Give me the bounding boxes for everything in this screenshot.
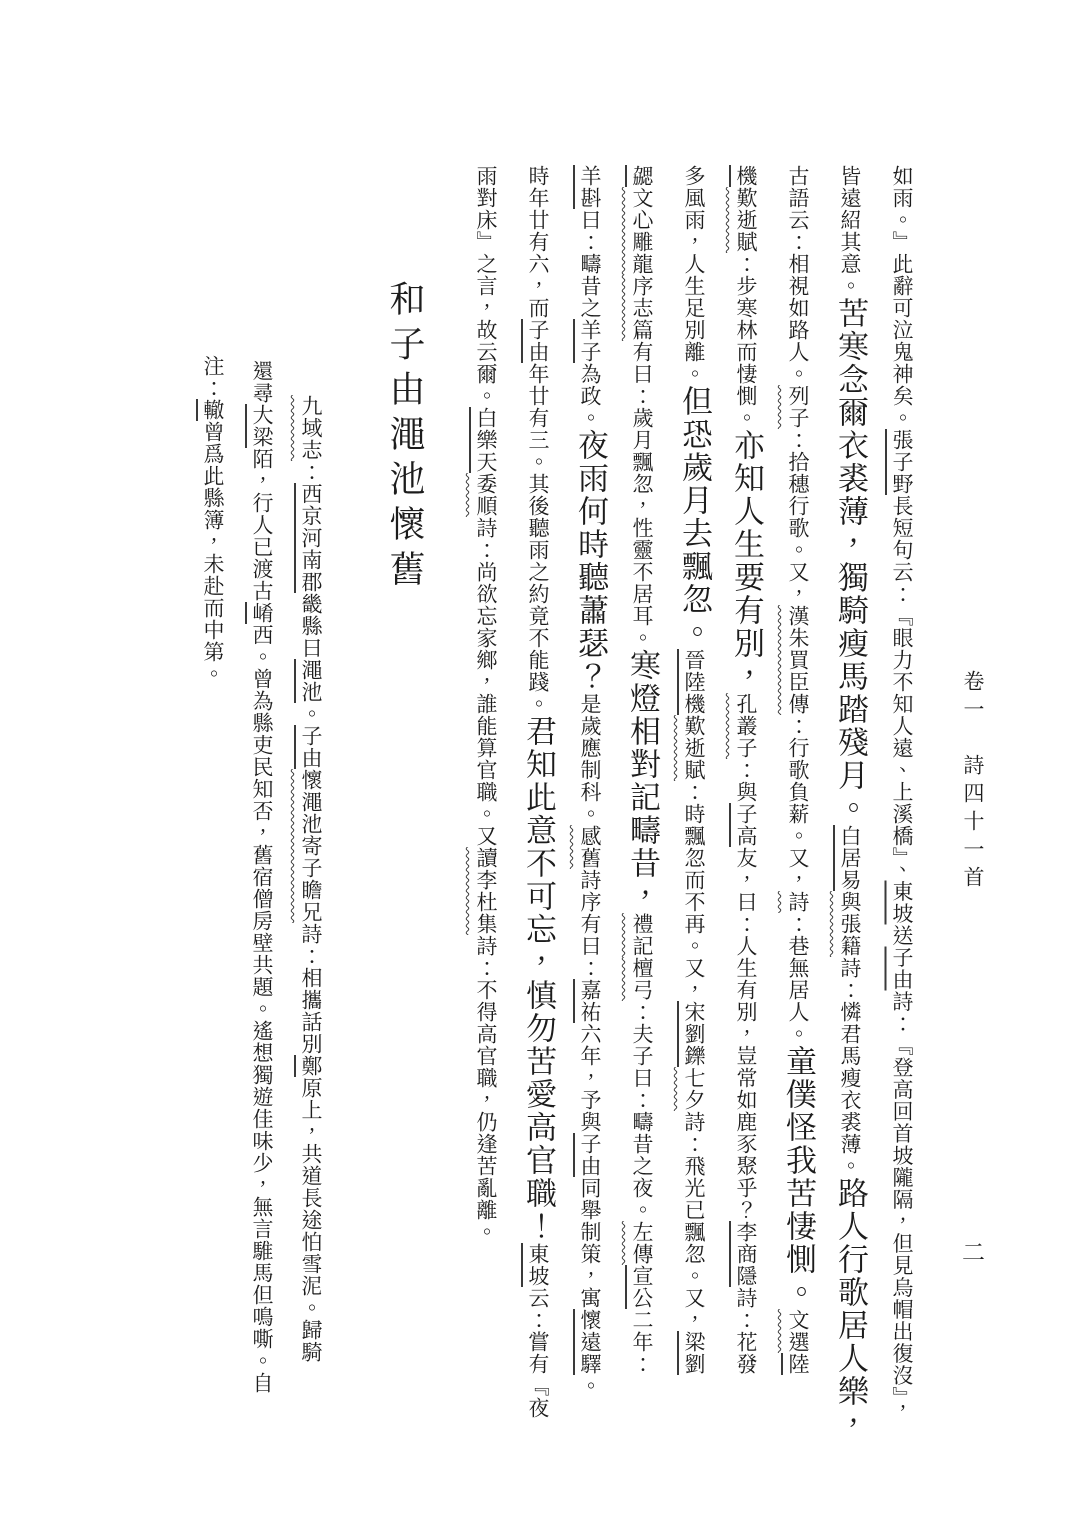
text-segment: 詩：憐君馬瘦衣裘薄。 xyxy=(838,957,862,1177)
proper-name-mark: 晉 xyxy=(682,649,706,671)
book-title-mark: 禮記 xyxy=(630,913,654,957)
proper-name-mark: 懷遠驛 xyxy=(578,1309,602,1375)
proper-name-mark: 鄭 xyxy=(299,1055,323,1077)
text-segment: 長短句云：『眼力不知人遠、上溪橋』、 xyxy=(890,495,914,881)
book-title-mark: 孔叢子 xyxy=(734,693,758,759)
text-segment: 畿縣曰 xyxy=(299,593,323,659)
text-segment: 但恐歲月去飄忽。 xyxy=(677,385,712,649)
proper-name-mark: 子由 xyxy=(890,946,914,991)
text-segment: 送 xyxy=(890,924,914,947)
book-title-mark: 讀李杜集 xyxy=(474,847,498,935)
book-title-mark: 檀弓 xyxy=(630,957,654,1001)
text-segment: 詩：相攜話別 xyxy=(299,923,323,1055)
book-title-mark: 序志篇 xyxy=(630,275,654,341)
book-title-mark: 九域志 xyxy=(299,395,323,461)
text-segment: 路人行歌居人樂， xyxy=(833,1177,868,1441)
proper-name-mark: 轍 xyxy=(201,399,225,421)
proper-name-mark: 大梁 xyxy=(250,404,274,448)
text-segment: 陌，行人已渡古 xyxy=(250,448,274,602)
text-segment: 夜雨何時聽蕭瑟？ xyxy=(573,429,608,693)
text-column xyxy=(824,165,876,1455)
poem-title-column xyxy=(376,165,434,1455)
text-segment: 多風雨，人生足別離。 xyxy=(682,165,706,385)
text-segment: ：時飄忽而不再。又， xyxy=(682,781,706,1001)
text-segment: 原上，共道長途怕雪泥。歸騎 xyxy=(299,1077,323,1363)
proper-name-mark: 嘉祐 xyxy=(578,979,602,1023)
text-segment: 雨對床』之言，故云爾。 xyxy=(474,165,498,407)
text-segment: 同舉制策，寓 xyxy=(578,1177,602,1309)
proper-name-mark: 崤 xyxy=(250,602,274,624)
text-segment: 六年，予與 xyxy=(578,1023,602,1133)
proper-name-mark: 宋 xyxy=(682,1001,706,1023)
text-segment: 是歲應制科。 xyxy=(578,693,602,825)
proper-name-mark: 東坡 xyxy=(526,1243,550,1287)
text-column xyxy=(512,165,564,1455)
text-segment: 注： xyxy=(201,355,225,399)
text-column xyxy=(720,165,772,1455)
text-segment: ：拾穗行歌。又， xyxy=(786,429,810,605)
text-segment: ：巷無居人。 xyxy=(786,913,810,1045)
text-segment: 二年： xyxy=(630,1309,654,1375)
proper-name-mark: 子高 xyxy=(734,803,758,847)
text-segment: 皆遠紹其意。 xyxy=(838,165,862,297)
book-title-mark: 漢朱買臣傳 xyxy=(786,605,810,715)
proper-name-mark: 子由 xyxy=(578,1133,602,1177)
proper-name-mark: 劉 xyxy=(682,1353,706,1375)
text-segment: 詩：不得高官職，仍逢苦亂離。 xyxy=(474,935,498,1243)
book-title-mark: 懷澠池寄子瞻兄 xyxy=(299,769,323,923)
text-segment: 詩序有曰： xyxy=(578,869,602,979)
text-segment: 苦寒念爾衣裘薄，獨騎瘦馬踏殘月。 xyxy=(833,297,868,825)
book-title-mark: 文選 xyxy=(786,1309,810,1353)
text-segment: 亦知人生要有別， xyxy=(729,429,764,693)
proper-name-mark: 澠池 xyxy=(299,659,323,703)
proper-name-mark: 白居易 xyxy=(838,825,862,891)
proper-name-mark: 陸 xyxy=(786,1353,810,1375)
text-segment: 年廿有三。其後聽雨之約竟不能踐。 xyxy=(526,363,550,715)
text-column xyxy=(287,165,336,1455)
text-segment: 有曰：歲月飄忽，性靈不居耳。 xyxy=(630,341,654,649)
text-segment: 。 xyxy=(299,703,323,725)
text-segment: ：夫子曰：疇昔之夜。 xyxy=(630,1001,654,1221)
text-segment: ： xyxy=(299,461,323,483)
folio-header: 卷一 詩四十一首 xyxy=(961,670,985,894)
book-title-mark: 文心雕龍 xyxy=(630,187,654,275)
text-segment: 曰：疇昔之 xyxy=(578,209,602,319)
text-segment: 古語云：相視如路人。 xyxy=(786,165,810,385)
text-column xyxy=(460,165,512,1455)
book-title-mark: 歎逝賦 xyxy=(734,187,758,253)
proper-name-mark: 河南郡 xyxy=(299,527,323,593)
book-title-mark: 委順 xyxy=(474,473,498,517)
book-title-mark: 歎逝賦 xyxy=(682,715,706,781)
text-column xyxy=(238,165,287,1455)
text-column xyxy=(668,165,720,1455)
text-column xyxy=(772,165,824,1455)
book-title-mark: 列子 xyxy=(786,385,810,429)
text-segment: 還尋 xyxy=(250,360,274,404)
book-title-mark: 七夕 xyxy=(682,1067,706,1111)
page-number: 二 xyxy=(959,1240,984,1263)
text-segment: 如雨。』此辭可泣鬼神矣。 xyxy=(890,165,914,429)
text-segment: 詩：飛光已飄忽。又， xyxy=(682,1111,706,1331)
book-title-mark: 與張籍 xyxy=(838,891,862,957)
text-segment: 寒燈相對記疇昔， xyxy=(625,649,660,913)
proper-name-mark: 機 xyxy=(734,165,758,187)
book-title-mark: 感舊 xyxy=(578,825,602,869)
text-segment: 西。曾為縣吏民知否，舊宿僧房壁共題。遙想獨遊佳味少，無言騅馬但鳴嘶。自 xyxy=(250,624,274,1394)
proper-name-mark: 張子野 xyxy=(890,429,914,495)
text-segment: ：行歌負薪。又， xyxy=(786,715,810,891)
text-column xyxy=(616,165,668,1455)
text-segment: 詩：『登高回首坡隴隔，但見烏帽出復沒』， xyxy=(890,990,914,1420)
text-segment: ：步寒林而悽惻。 xyxy=(734,253,758,429)
text-segment: 詩：花發 xyxy=(734,1287,758,1375)
proper-name-mark: 勰 xyxy=(630,165,654,187)
text-segment: 童僕怪我苦悽惻。 xyxy=(781,1045,816,1309)
proper-name-mark: 西京 xyxy=(299,483,323,527)
proper-name-mark: 陸機 xyxy=(682,671,706,715)
text-column xyxy=(189,165,238,1455)
text-segment: 。 xyxy=(578,1375,602,1397)
proper-name-mark: 梁 xyxy=(682,1331,706,1353)
text-segment: 友，曰：人生有別，豈常如鹿豕聚乎？ xyxy=(734,847,758,1221)
text-segment: 云：嘗有『夜 xyxy=(526,1287,550,1419)
book-title-mark: 詩 xyxy=(786,891,810,913)
text-column xyxy=(876,165,928,1455)
text-segment: 為政。 xyxy=(578,363,602,429)
proper-name-mark: 李商隱 xyxy=(734,1221,758,1287)
text-segment: 時年廿有六，而 xyxy=(526,165,550,319)
proper-name-mark: 劉鑠 xyxy=(682,1023,706,1067)
text-segment: 曾爲此縣簿，未赴而中第。 xyxy=(201,421,225,685)
text-segment: 和子由澠池懷舊 xyxy=(385,280,425,595)
book-title-mark: 左傳 xyxy=(630,1221,654,1265)
text-segment: 君知此意不可忘，慎勿苦愛高官職！ xyxy=(521,715,556,1243)
proper-name-mark: 白樂天 xyxy=(474,407,498,473)
text-column xyxy=(564,165,616,1455)
proper-name-mark: 東坡 xyxy=(890,880,914,925)
proper-name-mark: 羊斟 xyxy=(578,165,602,209)
text-segment: ：與 xyxy=(734,759,758,803)
text-segment: 詩：尚欲忘家鄉，誰能算官職。又 xyxy=(474,517,498,847)
proper-name-mark: 子由 xyxy=(299,725,323,769)
proper-name-mark: 宣公 xyxy=(630,1265,654,1309)
text-block xyxy=(189,165,928,1455)
proper-name-mark: 子由 xyxy=(526,319,550,363)
proper-name-mark: 羊子 xyxy=(578,319,602,363)
